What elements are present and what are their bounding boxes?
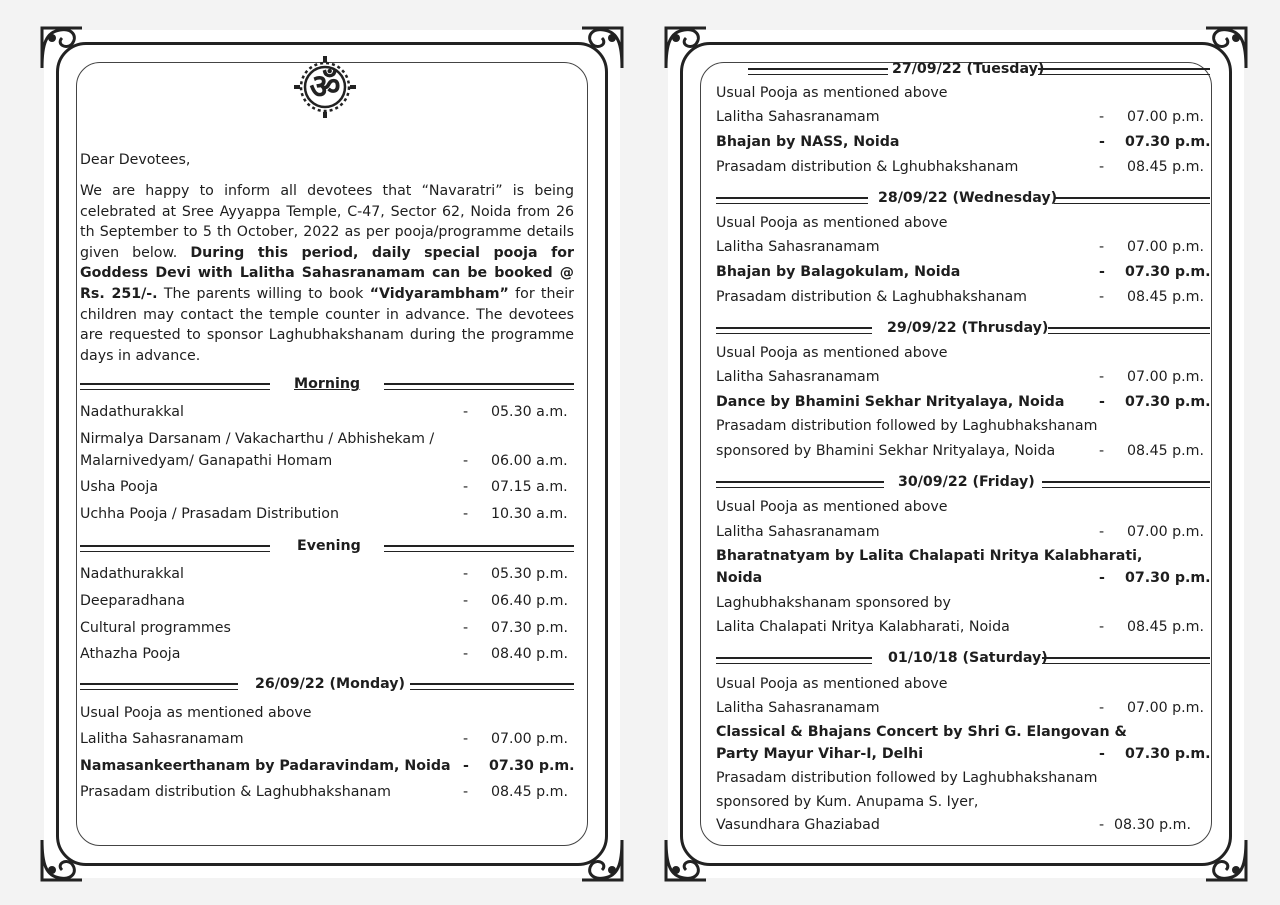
right-page: 27/09/22 (Tuesday) Usual Pooja as mentioned above Lalitha Sahasranamam - 07.00 p.m. Bhajan by NASS, Noida - 07.30 p.m. Prasadam distribution & Lghubhakshanam - 08.45 p.m. 28/09/22 (Wednesday) Usual Pooja as mentioned above Lalitha Sahasranamam - 07.00 p.m. Bhajan by Balagokulam, Noida - 07.30 p.m. Prasadam distribution & Laghubhakshanam - 08.45 p.m. 29/09/22 (Thrusday) Usual Pooja as mentioned above Lalitha Sahasranamam - 07.00 p.m. Dance by Bhamini Sekhar Nrityalaya, Noida - 07.30 p.m. Prasadam distribution followed by Laghubhakshanam sponsored by Bhamini Sekhar Nrityalaya, Noida - 08.45 p.m. 30/09/22 (Friday) Usual Pooja as mentioned above Lalitha Sahasranamam - 07.00 p.m. Bharatnatyam by Lalita Chalapati Nritya Kalabharati, Noida - 07.30 p.m. Laghubhakshanam sponsored by Lalita Chalapati Nritya Kalabharati, Noida - 08.45 p.m. 01/10/18 (Saturday) Usual Pooja as mentioned above Lalitha Sahasranamam - 07.00 p.m. Classical & Bhajans Concert by Shri G. Elangovan & Party Mayur Vihar-I, Delhi - 07.30 p.m. Prasadam distribution followed by Laghubhakshanam sponsored by Kum. Anupama S. Iyer, Vasundhara Ghaziabad - 08.30 p.m. xyxy=(668,30,1244,878)
corner-ornament-icon xyxy=(38,836,86,884)
om-symbol-icon: ॐ xyxy=(292,54,358,120)
section-heading-tuesday: 27/09/22 (Tuesday) xyxy=(716,63,1210,81)
section-heading-evening: Evening xyxy=(80,540,574,558)
corner-ornament-icon xyxy=(38,24,86,72)
section-heading-friday: 30/09/22 (Friday) xyxy=(716,476,1210,494)
corner-ornament-icon xyxy=(662,836,710,884)
section-heading-wednesday: 28/09/22 (Wednesday) xyxy=(716,192,1210,210)
intro-paragraph: We are happy to inform all devotees that “Navaratri” is being celebrated at Sree Ayyappa Temple, C-47, Sector 62, Noida from 26 th September to 5 th October, 2022 as per pooja/programme details given below. During this period, daily special pooja for Goddess Devi with Lalitha Sahasranamam can be booked @ Rs. 251/-. The parents willing to book “Vidyarambham” for their children may contact the temple counter in advance. The devotees are requested to sponsor Laghubhakshanam during the programme days in advance. xyxy=(80,183,575,364)
corner-ornament-icon xyxy=(578,24,626,72)
section-heading-thursday: 29/09/22 (Thrusday) xyxy=(716,322,1210,340)
section-heading-morning: Morning xyxy=(80,378,574,396)
corner-ornament-icon xyxy=(578,836,626,884)
left-page: ॐ Dear Devotees, We are happy to inform all devotees that “Navaratri” is being celebrated at Sree Ayyappa Temple, C-47, Sector 62, Noida from 26 th September to 5 th October, 2022 as per pooja/programme details given below. During this period, daily special pooja for Goddess Devi with Lalitha Sahasranamam can be booked @ Rs. 251/-. The parents willing to book “Vidyarambham” for their children may contact the temple counter in advance. The devotees are requested to sponsor Laghubhakshanam during the programme days in advance. Morning Nadathurakkal - 05.30 a.m. Nirmalya Darsanam / Vakacharthu / Abhishekam / Malarnivedyam/ Ganapathi Homam - 06.00 a.m. Usha Pooja - 07.15 a.m. Uchha Pooja / Prasadam Distribution - 10.30 a.m. Evening Nadathurakkal - 05.30 p.m. Deeparadhana - 06.40 p.m. Cultural programmes - 07.30 p.m. Athazha Pooja - 08.40 p.m. 26/09/22 (Monday) Usual Pooja as mentioned above Lalitha Sahasranamam - 07.00 p.m. Namasankeerthanam by Padaravindam, Noida - 07.30 p.m. Prasadam distribution & Laghubhakshanam - 08.45 p.m. xyxy=(44,30,620,878)
greeting: Dear Devotees, xyxy=(80,152,191,168)
corner-ornament-icon xyxy=(662,24,710,72)
section-heading-monday: 26/09/22 (Monday) xyxy=(80,678,574,696)
corner-ornament-icon xyxy=(1202,836,1250,884)
section-heading-saturday: 01/10/18 (Saturday) xyxy=(716,652,1210,670)
